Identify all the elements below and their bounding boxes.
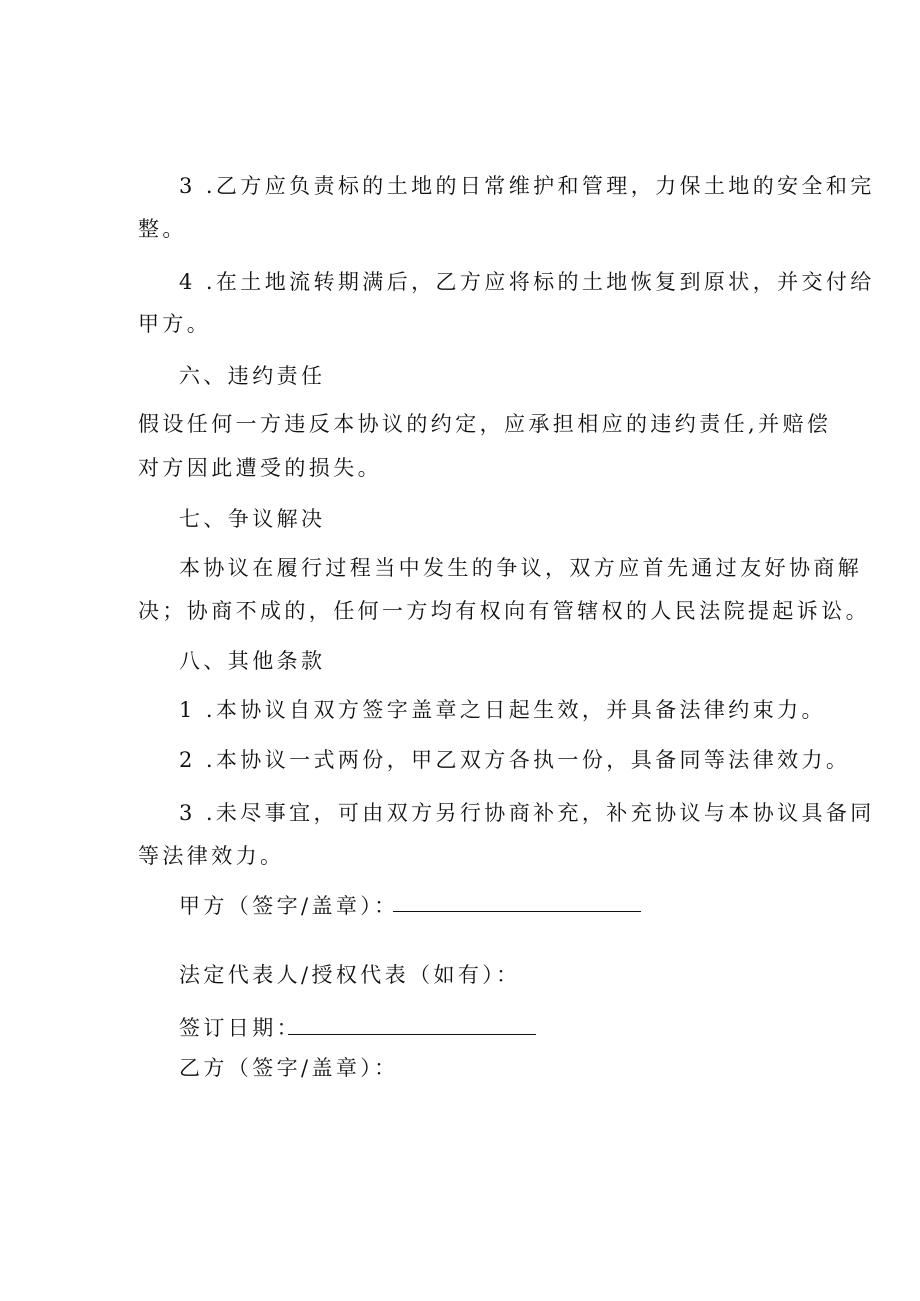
clause7-text-line1: 本协议在履行过程当中发生的争议，双方应首先通过友好协商解 xyxy=(179,556,863,580)
sign-date-label: 签订日期： xyxy=(179,1016,301,1040)
clause8-item3-line1: 3 .未尽事宜，可由双方另行协商补充，补充协议与本协议具备同 xyxy=(179,801,875,825)
sign-date-line[interactable] xyxy=(288,1034,536,1035)
legal-representative-label: 法定代表人/授权代表（如有）： xyxy=(179,963,521,987)
party-b-signature-label: 乙方（签字/盖章）： xyxy=(179,1056,399,1080)
clause5-item4-line1: 4 .在土地流转期满后，乙方应将标的土地恢复到原状，并交付给 xyxy=(179,270,875,294)
clause5-item3-line2: 整。 xyxy=(138,217,187,241)
clause6-heading: 六、违约责任 xyxy=(179,364,326,388)
clause7-heading: 七、争议解决 xyxy=(179,507,326,531)
clause8-item2: 2 .本协议一式两份，甲乙双方各执一份，具备同等法律效力。 xyxy=(179,748,851,772)
clause5-item3-line1: 3 .乙方应负责标的土地的日常维护和管理，力保土地的安全和完 xyxy=(179,174,875,198)
clause7-text-line2: 决；协商不成的，任何一方均有权向有管辖权的人民法院提起诉讼。 xyxy=(138,599,870,623)
clause8-heading: 八、其他条款 xyxy=(179,649,326,673)
party-a-signature-line[interactable] xyxy=(393,911,641,912)
clause8-item1: 1 .本协议自双方签字盖章之日起生效，并具备法律约束力。 xyxy=(179,698,826,722)
clause6-text-line2: 对方因此遭受的损失。 xyxy=(138,456,382,480)
party-a-signature-label: 甲方（签字/盖章）： xyxy=(179,894,399,918)
clause8-item3-line2: 等法律效力。 xyxy=(138,844,285,868)
clause5-item4-line2: 甲方。 xyxy=(138,312,212,336)
clause6-text-line1: 假设任何一方违反本协议的约定，应承担相应的违约责任,并赔偿 xyxy=(138,412,832,436)
